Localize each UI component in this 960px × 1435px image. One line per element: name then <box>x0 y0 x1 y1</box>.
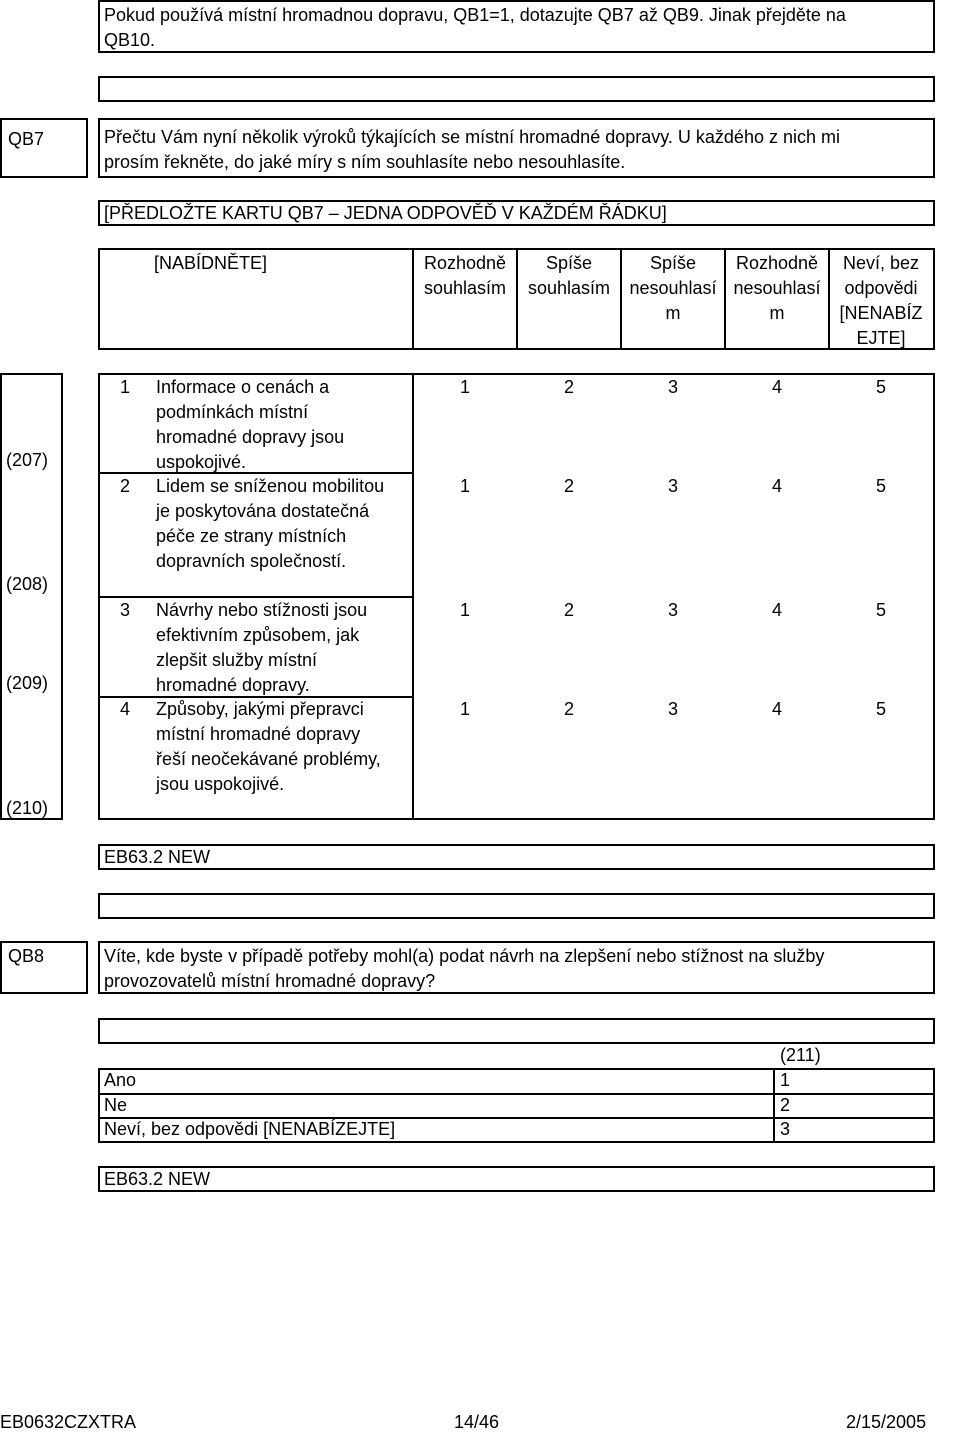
answer-label-yes: Ano <box>104 1070 137 1090</box>
footer-left: EB0632CZXTRA <box>0 1412 137 1432</box>
footer-center: 14/46 <box>454 1412 500 1432</box>
option-4[interactable]: 4 <box>771 699 782 719</box>
option-5[interactable]: 5 <box>875 476 886 496</box>
intro-line-1: Pokud používá místní hromadnou dopravu, QB1=1, dotazujte QB7 až QB9. Jinak přejděte na <box>104 5 846 25</box>
qb8-answer-code: (211) <box>780 1045 821 1065</box>
option-2[interactable]: 2 <box>563 377 574 397</box>
option-4[interactable]: 4 <box>771 476 782 496</box>
qb7-question-line-1: Přečtu Vám nyní několik výroků týkajících se místní hromadné dopravy. U každého z nich mi <box>104 127 840 147</box>
blank-box <box>98 76 935 102</box>
qb7-source-box <box>98 844 935 870</box>
blank-box <box>98 1018 935 1044</box>
option-2[interactable]: 2 <box>563 476 574 496</box>
item-statement: Způsoby, jakými přepravci místní hromadné dopravy řeší neočekávané problémy, jsou uspokojivé. <box>156 699 381 794</box>
option-1[interactable]: 1 <box>459 600 470 620</box>
answer-value-yes[interactable]: 1 <box>780 1070 791 1090</box>
qb7-instruction: [PŘEDLOŽTE KARTU QB7 – JEDNA ODPOVĚĎ V KAŽDÉM ŘÁDKU] <box>104 203 667 223</box>
item-number: 3 <box>120 600 131 620</box>
item-statement: Návrhy nebo stížnosti jsou efektivním způsobem, jak zlepšit služby místní hromadné dopravy. <box>156 600 368 695</box>
answer-value-no[interactable]: 2 <box>780 1095 791 1115</box>
answer-label-dk: Neví, bez odpovědi [NENABÍZEJTE] <box>104 1119 396 1139</box>
answer-label-no: Ne <box>104 1095 128 1115</box>
item-code-208: (208) <box>6 574 49 594</box>
footer-right: 2/15/2005 <box>846 1412 927 1432</box>
col-header-2: Spíše souhlasím <box>527 253 611 298</box>
answer-value-dk[interactable]: 3 <box>780 1119 791 1139</box>
option-4[interactable]: 4 <box>771 600 782 620</box>
item-code-207: (207) <box>6 450 49 470</box>
option-5[interactable]: 5 <box>875 600 886 620</box>
item-number: 4 <box>120 699 131 719</box>
col-header-4: Rozhodně nesouhlasí m <box>733 253 821 323</box>
intro-line-2: QB10. <box>104 30 156 50</box>
qb8-source: EB63.2 NEW <box>104 1169 211 1189</box>
option-3[interactable]: 3 <box>667 377 678 397</box>
qb8-code: QB8 <box>8 946 45 966</box>
qb8-question-line-2: provozovatelů místní hromadné dopravy? <box>104 971 436 991</box>
qb7-source: EB63.2 NEW <box>104 847 211 867</box>
col-header-1: Rozhodně souhlasím <box>423 253 507 298</box>
option-4[interactable]: 4 <box>771 377 782 397</box>
item-number: 1 <box>120 377 131 397</box>
col-header-5: Neví, bez odpovědi [NENABÍZ EJTE] <box>839 253 923 348</box>
option-3[interactable]: 3 <box>667 600 678 620</box>
blank-box <box>98 893 935 919</box>
qb7-code: QB7 <box>8 129 45 149</box>
item-code-210: (210) <box>6 798 49 818</box>
item-code-209: (209) <box>6 673 49 693</box>
option-3[interactable]: 3 <box>667 476 678 496</box>
item-number: 2 <box>120 476 131 496</box>
option-2[interactable]: 2 <box>563 699 574 719</box>
option-3[interactable]: 3 <box>667 699 678 719</box>
qb7-header-label: [NABÍDNĚTE] <box>154 253 268 273</box>
qb8-question-line-1: Víte, kde byste v případě potřeby mohl(a) podat návrh na zlepšení nebo stížnost na služby <box>104 946 825 966</box>
item-statement: Informace o cenách a podmínkách místní hromadné dopravy jsou uspokojivé. <box>156 377 345 472</box>
option-5[interactable]: 5 <box>875 377 886 397</box>
option-1[interactable]: 1 <box>459 699 470 719</box>
option-1[interactable]: 1 <box>459 377 470 397</box>
item-statement: Lidem se sníženou mobilitou je poskytována dostatečná péče ze strany místních dopravních společností. <box>156 476 385 571</box>
option-5[interactable]: 5 <box>875 699 886 719</box>
qb8-source-box <box>98 1166 935 1192</box>
qb7-question-line-2: prosím řekněte, do jaké míry s ním souhlasíte nebo nesouhlasíte. <box>104 152 626 172</box>
option-2[interactable]: 2 <box>563 600 574 620</box>
col-header-3: Spíše nesouhlasí m <box>629 253 717 323</box>
option-1[interactable]: 1 <box>459 476 470 496</box>
